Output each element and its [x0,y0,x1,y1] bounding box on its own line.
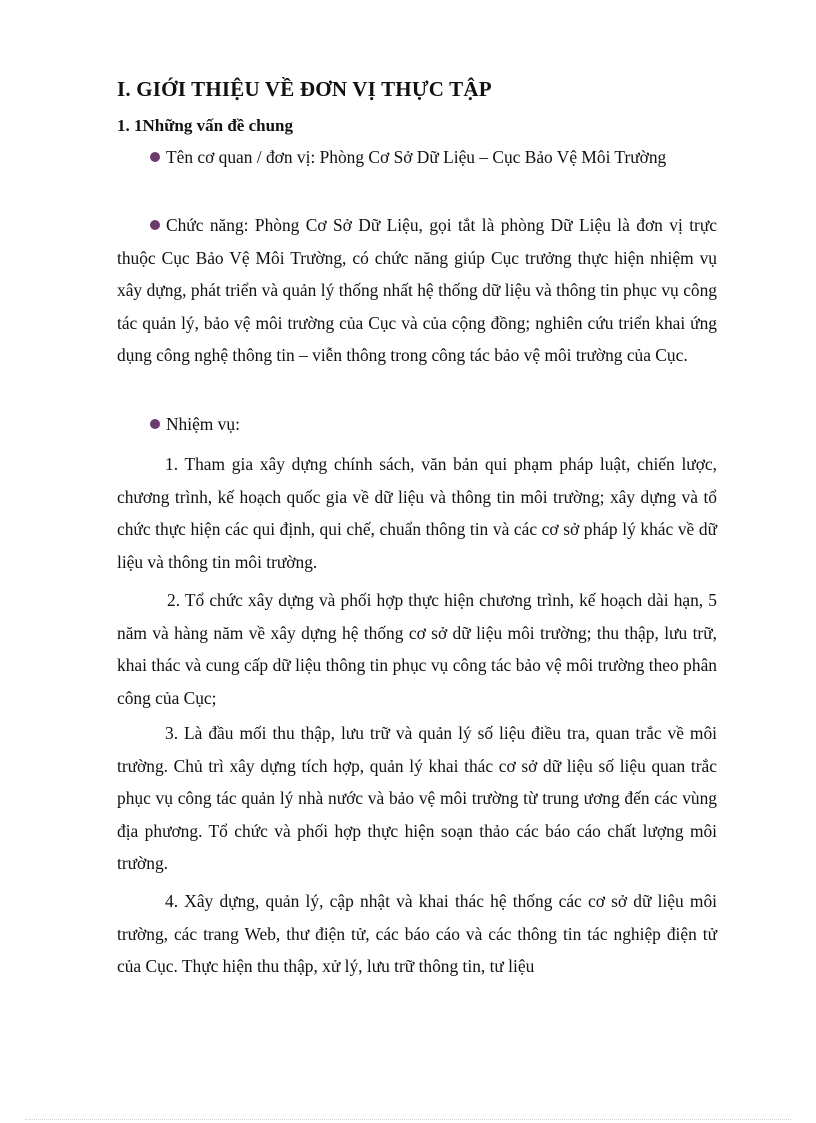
bullet-text: Chức năng: Phòng Cơ Sở Dữ Liệu, gọi tắt là phòng Dữ Liệu là đơn vị trực thuộc Cục Bảo Vệ Môi Trường, có chức năng giúp Cục trưởng thực hiện nhiệm vụ xây dựng, phát triển và quản lý thống nhất hệ thống dữ liệu và thông tin phục vụ công tác quản lý, bảo vệ môi trường của Cục và của cộng đồng; nghiên cứu triển khai ứng dụng công nghệ thông tin – viễn thông trong công tác bảo vệ môi trường của Cục. [117,215,717,366]
subsection-heading: 1. 1Những vấn đề chung [117,116,294,135]
bullet-function [117,209,717,372]
task-paragraph-1: 1. Tham gia xây dựng chính sách, văn bản qui phạm pháp luật, chiến lược, chương trình, kế hoạch quốc gia về dữ liệu và thông tin môi trường; xây dựng và tổ chức thực hiện các qui định, qui chế, chuẩn thông tin và các cơ sở pháp lý khác về dữ liệu và thông tin môi trường. [117,454,717,572]
bullet-agency-name [117,141,717,174]
task-paragraph-3: 3. Là đầu mối thu thập, lưu trữ và quản lý số liệu điều tra, quan trắc về môi trường. Chủ trì xây dựng tích hợp, quản lý khai thác cơ sở dữ liệu số liệu quan trắc phục vụ công tác quản lý nhà nước và bảo vệ môi trường từ trung ương đến các vùng địa phương. Tổ chức và phối hợp thực hiện soạn thảo các báo cáo chất lượng môi trường. [117,723,717,874]
bullet-duties [117,408,717,441]
bullet-text: Tên cơ quan / đơn vị: Phòng Cơ Sở Dữ Liệu – Cục Bảo Vệ Môi Trường [166,147,667,167]
document-page [117,76,717,977]
bullet-text: Nhiệm vụ: [166,414,240,434]
task-paragraph-2: 2. Tổ chức xây dựng và phối hợp thực hiện chương trình, kế hoạch dài hạn, 5 năm và hàng năm về xây dựng hệ thống cơ sở dữ liệu môi trường; thu thập, lưu trữ, khai thác và cung cấp dữ liệu thông tin phục vụ công tác bảo vệ môi trường theo phân công của Cục; [117,590,717,708]
page-footer-divider [25,1119,791,1120]
bullet-dot-icon [150,419,160,429]
bullet-dot-icon [150,152,160,162]
task-paragraph-4: 4. Xây dựng, quản lý, cập nhật và khai thác hệ thống các cơ sở dữ liệu môi trường, các trang Web, thư điện tử, các báo cáo và các thông tin tác nghiệp điện tử của Cục. Thực hiện thu thập, xử lý, lưu trữ thông tin, tư liệu [117,891,717,977]
section-heading: I. GIỚI THIỆU VỀ ĐƠN VỊ THỰC TẬP [117,77,492,101]
bullet-dot-icon [150,220,160,230]
